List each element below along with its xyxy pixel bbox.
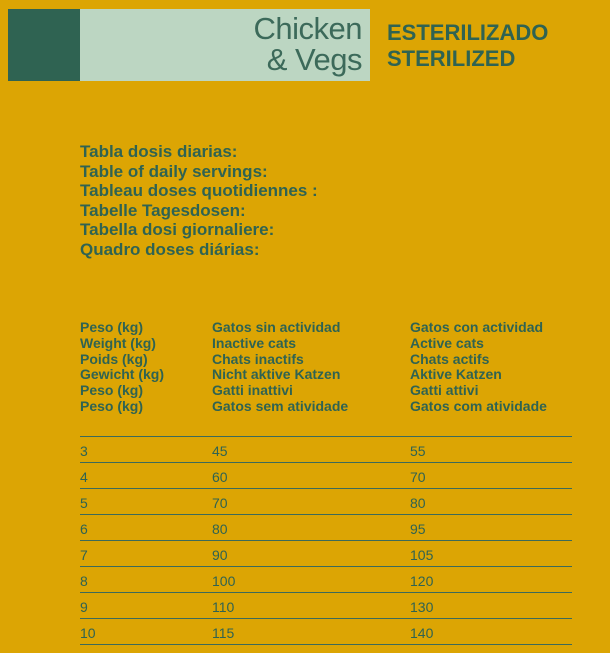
column-header-inactive xyxy=(212,320,348,415)
active-cell: 95 xyxy=(410,521,426,537)
column-header-label: Gatos com atividade xyxy=(410,397,547,414)
servings-table xyxy=(80,436,572,645)
product-name xyxy=(254,13,363,75)
product-header xyxy=(8,9,370,81)
column-header-label: Gatos con actividad xyxy=(410,319,544,335)
column-header-label: Peso (kg) xyxy=(80,397,144,414)
column-header-label: Gatos sem atividade xyxy=(212,397,349,414)
column-header-weight xyxy=(80,320,164,415)
column-header-label: Nicht aktive Katzen xyxy=(212,366,341,383)
table-row xyxy=(80,489,572,515)
inactive-cell: 70 xyxy=(212,495,228,511)
column-header-label: Gatti attivi xyxy=(410,382,479,399)
table-row xyxy=(80,593,572,619)
column-header-label: Aktive Katzen xyxy=(410,366,502,383)
active-cell: 55 xyxy=(410,443,426,459)
inactive-cell: 90 xyxy=(212,547,228,563)
column-header-label: Weight (kg) xyxy=(80,334,156,351)
weight-cell: 5 xyxy=(80,495,88,511)
title-it: Tabella dosi giornaliere: xyxy=(80,220,275,239)
product-name-line-1: Chicken xyxy=(253,11,362,46)
inactive-cell: 100 xyxy=(212,573,236,589)
title-pt: Quadro doses diárias: xyxy=(80,239,260,259)
inactive-cell: 110 xyxy=(212,599,235,615)
column-header-label: Active cats xyxy=(410,334,484,351)
inactive-cell: 60 xyxy=(212,469,228,485)
active-cell: 105 xyxy=(410,547,434,563)
table-title xyxy=(80,142,318,259)
active-cell: 70 xyxy=(410,469,426,485)
inactive-cell: 115 xyxy=(212,625,235,641)
inactive-cell: 45 xyxy=(212,443,228,459)
active-cell: 80 xyxy=(410,495,426,511)
column-header-label: Chats inactifs xyxy=(212,350,304,367)
weight-cell: 4 xyxy=(80,469,88,485)
weight-cell: 9 xyxy=(80,599,88,615)
title-es: Tabla dosis diarias: xyxy=(80,142,238,161)
product-variant xyxy=(387,20,548,72)
product-name-line-2: & Vegs xyxy=(266,42,362,77)
table-row xyxy=(80,463,572,489)
weight-cell: 6 xyxy=(80,521,88,537)
column-header-label: Peso (kg) xyxy=(80,319,144,335)
column-header-label: Chats actifs xyxy=(410,350,490,367)
header-name-panel xyxy=(80,9,370,81)
table-row xyxy=(80,619,572,645)
table-row xyxy=(80,437,572,463)
column-header-label: Gatti inattivi xyxy=(212,382,293,399)
column-header-label: Inactive cats xyxy=(212,334,297,351)
column-header-active xyxy=(410,320,547,415)
title-de: Tabelle Tagesdosen: xyxy=(80,200,246,220)
column-header-label: Gewicht (kg) xyxy=(80,366,165,383)
variant-line-2: STERILIZED xyxy=(387,46,516,71)
active-cell: 140 xyxy=(410,625,434,641)
title-en: Table of daily servings: xyxy=(80,161,268,181)
weight-cell: 7 xyxy=(80,547,88,563)
weight-cell: 8 xyxy=(80,573,88,589)
column-header-label: Poids (kg) xyxy=(80,350,148,367)
column-header-label: Gatos sin actividad xyxy=(212,319,341,335)
active-cell: 120 xyxy=(410,573,434,589)
inactive-cell: 80 xyxy=(212,521,228,537)
weight-cell: 3 xyxy=(80,443,88,459)
variant-line-1: ESTERILIZADO xyxy=(387,20,549,45)
table-row xyxy=(80,567,572,593)
table-row xyxy=(80,515,572,541)
active-cell: 130 xyxy=(410,599,434,615)
weight-cell: 10 xyxy=(80,625,96,641)
title-fr: Tableau doses quotidiennes : xyxy=(80,181,318,200)
header-color-swatch xyxy=(8,9,80,81)
table-row xyxy=(80,541,572,567)
column-header-label: Peso (kg) xyxy=(80,382,144,399)
